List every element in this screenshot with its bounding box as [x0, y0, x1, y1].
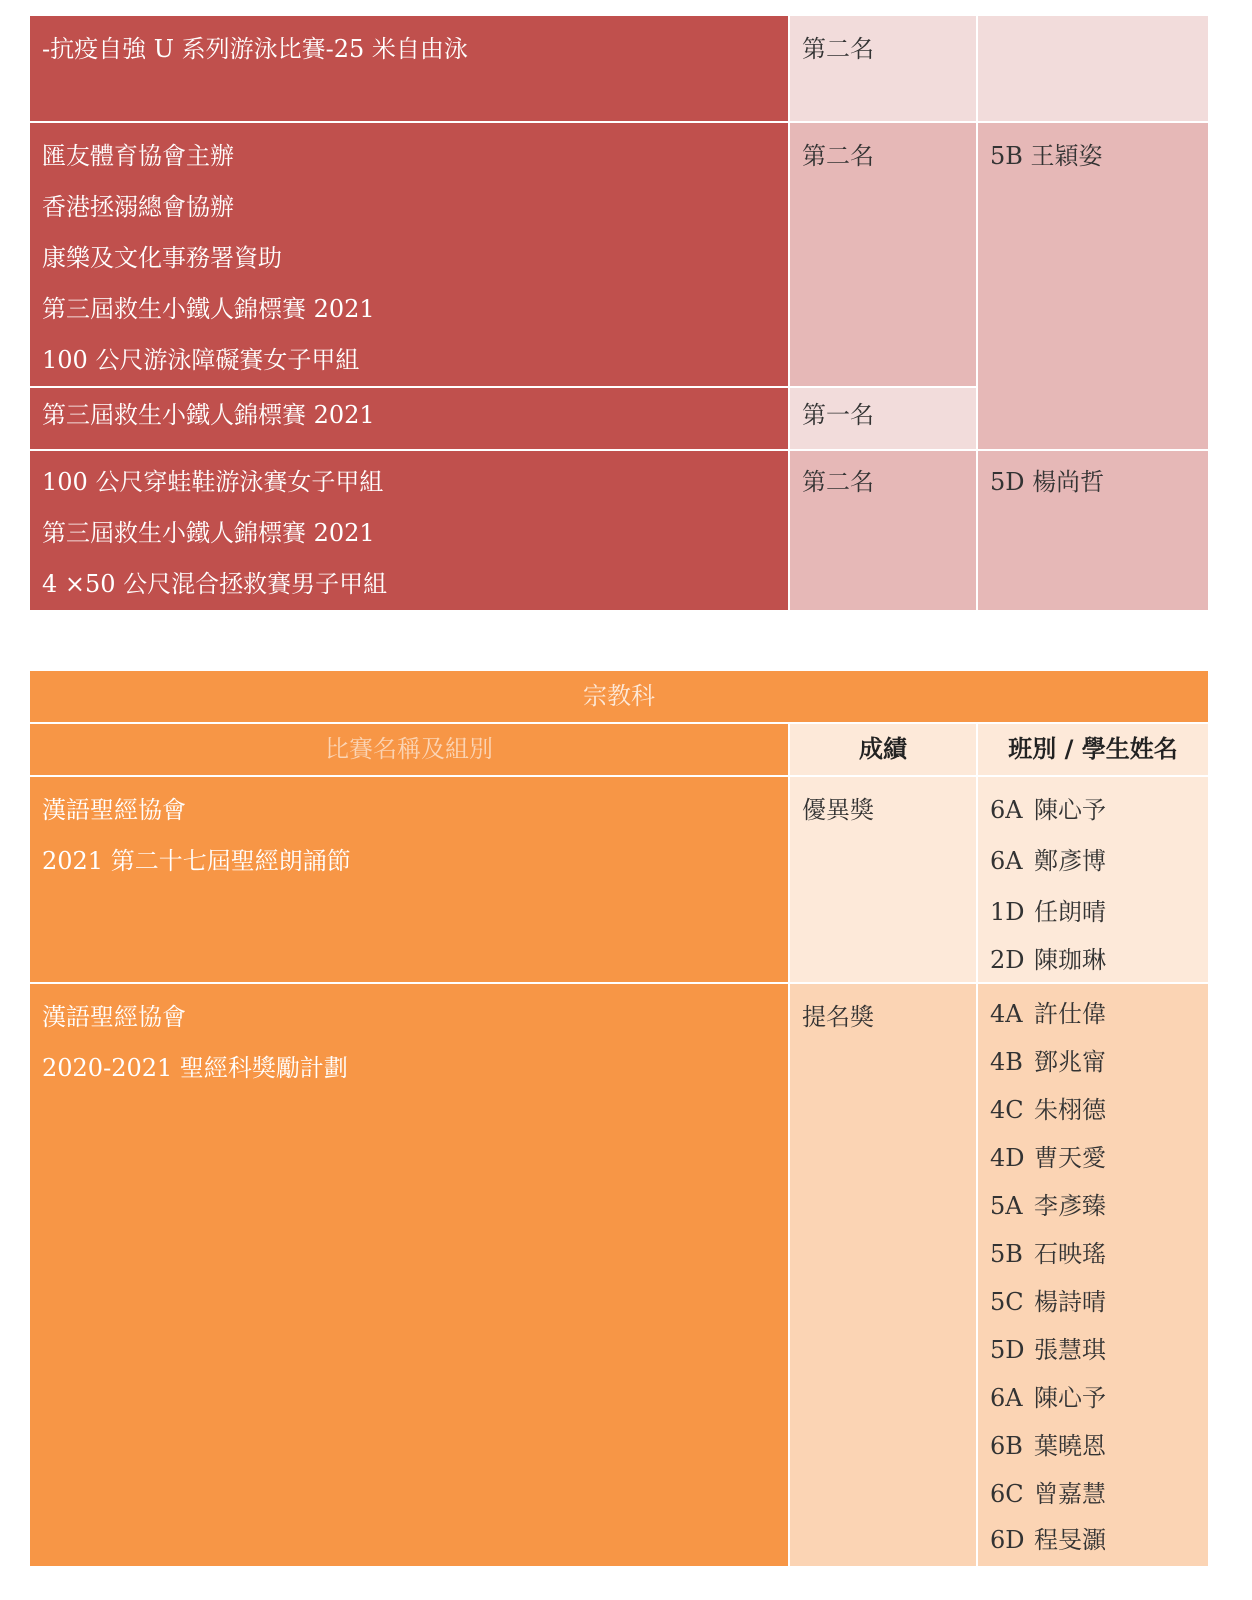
student-name: 石映瑤	[1034, 1240, 1106, 1268]
student-entry	[990, 1422, 1208, 1470]
event-line: 康樂及文化事務署資助	[42, 244, 282, 272]
table-row	[29, 122, 1209, 387]
student-entry	[990, 938, 1208, 982]
student-entry	[990, 990, 1208, 1038]
student-entry	[990, 887, 1208, 938]
table-row	[29, 983, 1209, 1567]
event-cell	[29, 983, 789, 1567]
class-code: 5C	[990, 1288, 1024, 1316]
table-row	[29, 776, 1209, 983]
event-cell	[29, 122, 789, 387]
event-line: 匯友體育協會主辦	[42, 142, 234, 170]
event-line: 第三屆救生小鐵人錦標賽 2021	[42, 519, 375, 547]
header-event: 比賽名稱及組別	[29, 723, 789, 776]
event-cell	[29, 450, 789, 611]
result-text: 優異獎	[802, 796, 874, 824]
result-cell	[789, 15, 977, 122]
student-entry	[990, 1230, 1208, 1278]
event-line: 100 公尺游泳障礙賽女子甲組	[42, 346, 360, 374]
result-cell	[789, 450, 977, 611]
student-entry	[990, 1326, 1208, 1374]
student-name: 葉曉恩	[1034, 1432, 1106, 1460]
event-line: 第三屆救生小鐵人錦標賽 2021	[42, 401, 375, 429]
student-entry	[990, 1470, 1208, 1518]
class-code: 4B	[990, 1048, 1023, 1076]
event-line: 100 公尺穿蛙鞋游泳賽女子甲組	[42, 468, 384, 496]
student-name: 任朗晴	[1034, 898, 1106, 926]
event-line: 2021 第二十七屆聖經朗誦節	[42, 847, 351, 875]
student-text: 5B 王穎姿	[990, 142, 1103, 170]
student-text: 5D 楊尚哲	[990, 468, 1105, 496]
table-row	[29, 15, 1209, 122]
result-text: 第二名	[802, 468, 874, 496]
student-cell	[977, 122, 1209, 450]
student-name: 鄭彥博	[1034, 847, 1106, 875]
class-code: 5D	[990, 1336, 1025, 1364]
student-entry	[990, 1518, 1208, 1562]
class-code: 6D	[990, 1526, 1025, 1554]
event-cell	[29, 776, 789, 983]
student-cell	[977, 776, 1209, 983]
student-name: 曹天愛	[1034, 1144, 1106, 1172]
swimming-awards-table	[28, 14, 1210, 612]
event-line: 漢語聖經協會	[42, 796, 186, 824]
result-cell	[789, 776, 977, 983]
class-code: 6C	[990, 1480, 1024, 1508]
result-cell	[789, 122, 977, 387]
event-line: -抗疫自強 U 系列游泳比賽-25 米自由泳	[42, 35, 468, 63]
header-result: 成績	[789, 723, 977, 776]
table-row	[29, 450, 1209, 611]
student-entry	[990, 1038, 1208, 1086]
class-code: 5A	[990, 1192, 1023, 1220]
table-title: 宗教科	[29, 670, 1209, 723]
event-line: 漢語聖經協會	[42, 1003, 186, 1031]
student-name: 陳珈琳	[1034, 946, 1106, 974]
student-entry	[990, 1278, 1208, 1326]
event-cell	[29, 15, 789, 122]
class-code: 4D	[990, 1144, 1025, 1172]
event-line: 香港拯溺總會協辦	[42, 193, 234, 221]
student-name: 張慧琪	[1034, 1336, 1106, 1364]
table-title-row	[29, 670, 1209, 723]
student-cell	[977, 983, 1209, 1567]
student-name: 李彥臻	[1034, 1192, 1106, 1220]
event-cell	[29, 387, 789, 450]
student-name: 程旻灝	[1034, 1526, 1106, 1554]
table-header-row	[29, 723, 1209, 776]
student-name: 楊詩晴	[1034, 1288, 1106, 1316]
student-name: 曾嘉慧	[1034, 1480, 1106, 1508]
event-line: 2020-2021 聖經科獎勵計劃	[42, 1054, 348, 1082]
result-cell	[789, 983, 977, 1567]
result-text: 第一名	[802, 401, 874, 429]
student-cell	[977, 15, 1209, 122]
student-cell	[977, 450, 1209, 611]
student-entry	[990, 1134, 1208, 1182]
result-text: 第二名	[802, 35, 874, 63]
class-code: 6A	[990, 1384, 1023, 1412]
class-code: 2D	[990, 946, 1025, 974]
result-text: 第二名	[802, 142, 874, 170]
student-text	[990, 24, 1208, 75]
student-entry	[990, 836, 1208, 887]
student-name: 鄧兆甯	[1034, 1048, 1106, 1076]
student-name: 朱栩德	[1034, 1096, 1106, 1124]
class-code: 4A	[990, 1000, 1023, 1028]
event-line: 4 ×50 公尺混合拯救賽男子甲組	[42, 570, 388, 598]
class-code: 6B	[990, 1432, 1023, 1460]
result-text: 提名獎	[802, 1003, 874, 1031]
class-code: 4C	[990, 1096, 1024, 1124]
student-entry	[990, 1182, 1208, 1230]
result-cell	[789, 387, 977, 450]
student-entry	[990, 1374, 1208, 1422]
header-student: 班別 / 學生姓名	[977, 723, 1209, 776]
student-entry	[990, 785, 1208, 836]
student-name: 陳心予	[1034, 796, 1106, 824]
student-entry	[990, 1086, 1208, 1134]
religion-awards-table	[28, 669, 1210, 1568]
class-code: 1D	[990, 898, 1025, 926]
event-line: 第三屆救生小鐵人錦標賽 2021	[42, 295, 375, 323]
class-code: 6A	[990, 796, 1023, 824]
class-code: 5B	[990, 1240, 1023, 1268]
class-code: 6A	[990, 847, 1023, 875]
student-name: 陳心予	[1034, 1384, 1106, 1412]
student-name: 許仕偉	[1034, 1000, 1106, 1028]
